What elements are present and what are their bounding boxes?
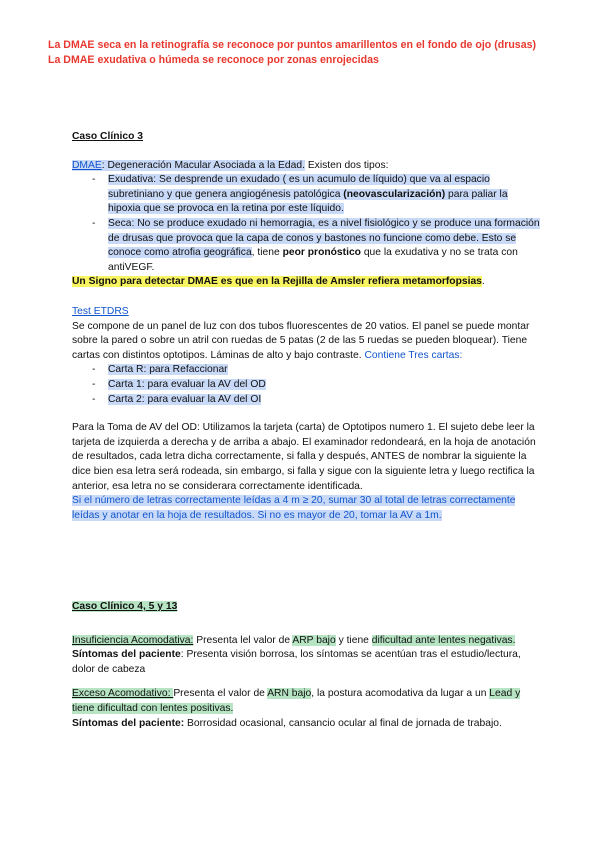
- list-item-carta: [72, 378, 542, 393]
- lead-positivas: Lead y tiene dificultad con lentes positivas.: [72, 688, 521, 714]
- section-etdrs: [72, 305, 542, 523]
- arn-bajo: ARN bajo: [267, 688, 312, 700]
- section-caso-4: [72, 600, 542, 731]
- dmae-definition: [72, 159, 542, 174]
- insuficiencia-t1: Presenta lel valor de: [193, 634, 293, 646]
- sintomas-text-2: Borrosidad ocasional, cansancio ocular al final de jornada de trabajo.: [184, 717, 502, 729]
- dmae-def: : Degeneración Macular Asociada a la Edad.: [101, 159, 305, 171]
- sintomas-label-2: Síntomas del paciente:: [72, 717, 185, 729]
- carta-2: Carta 2: para evaluar la AV del OI: [108, 393, 262, 405]
- caso-3-title: Caso Clínico 3: [72, 131, 143, 142]
- sintomas-2: [72, 717, 542, 732]
- dmae-tail: Existen dos tipos:: [304, 159, 389, 171]
- note-dmae-seca: La DMAE seca en la retinografía se reconoce por puntos amarillentos en el fondo de ojo (drusas): [48, 39, 537, 51]
- seca-text1: : No se produce exudado ni hemorragia, es a nivel fisiológico y se produce una formación de drusas que provoca que la capa de conos y bastones no funcione como debe. Esto se conoce como atrofia geográfica: [108, 217, 540, 259]
- regla-highlight: Si el número de letras correctamente leídas a 4 m ≥ 20, sumar 30 al total de letras correctamente leídas y anotar en la hoja de resultados. Si no es mayor de 20, tomar la AV a 1m.: [72, 495, 516, 521]
- etdrs-desc-text: Se compone de un panel de luz con dos tubos fluorescentes de 20 vatios. El panel se puede montar sobre la pared o sobre un atril con ruedas de 5 patas (2 de las 5 ruedas se pueden bloquear). Tiene cartas con distintos optotipos. Láminas de alto y bajo contraste.: [72, 320, 530, 361]
- sintomas-text-1: : Presenta visión borrosa, los síntomas se acentúan tras el estudio/lectura, dolor de cabeza: [72, 649, 521, 675]
- seca-bold: peor pronóstico: [282, 247, 361, 259]
- cartas-list: [72, 363, 542, 407]
- exudativa-text1: : Se desprende un exudado ( es un acumulo de líquido) que va al espacio subretiniano y que genera angiogénesis patológica: [108, 174, 490, 200]
- list-item-carta: [72, 363, 542, 378]
- etdrs-title: Test ETDRS: [72, 306, 129, 317]
- exceso-t2: , la postura acomodativa da lugar a un: [311, 688, 490, 700]
- dmae-types-list: [72, 173, 542, 275]
- exceso-paragraph: [72, 687, 542, 716]
- caso-4-title: Caso Clínico 4, 5 y 13: [72, 601, 178, 612]
- sintomas-1: [72, 648, 542, 677]
- carta-r: Carta R: para Refaccionar: [108, 364, 228, 376]
- dmae-term: DMAE: [72, 159, 102, 171]
- amsler-note: Un Signo para detectar DMAE es que en la Rejilla de Amsler refiera metamorfopsias.: [72, 276, 485, 288]
- exudativa-term: Exudativa: [108, 174, 154, 186]
- arp-bajo: ARP bajo: [292, 634, 336, 646]
- amsler-highlight: Un Signo para detectar DMAE es que en la Rejilla de Amsler refiera metamorfopsias: [72, 276, 482, 288]
- regla-paragraph: [72, 494, 542, 523]
- note-dmae-exudativa: La DMAE exudativa o húmeda se reconoce por zonas enrojecidas: [48, 54, 379, 66]
- exceso-term: Exceso Acomodativo:: [72, 688, 174, 700]
- seca-term: Seca: [108, 217, 132, 229]
- exceso-t1: Presenta el valor de: [173, 688, 268, 700]
- seca-text3: que la exudativa y no se trata con antiVEGF.: [108, 247, 518, 273]
- exudativa-bold: (neovascularización): [343, 188, 446, 200]
- etdrs-contiene: Contiene Tres cartas:: [361, 349, 463, 361]
- section-caso-3: [72, 130, 542, 290]
- etdrs-description: [72, 320, 542, 364]
- insuficiencia-t2: y tiene: [335, 634, 372, 646]
- insuficiencia-term: Insuficiencia Acomodativa:: [72, 634, 194, 646]
- insuficiencia-paragraph: [72, 634, 542, 649]
- exudativa-text2: para paliar la hipoxia que se provoca en la retina por este líquido.: [108, 188, 508, 215]
- sintomas-label-1: Síntomas del paciente: [72, 649, 181, 661]
- list-item-exudativa: [72, 173, 542, 217]
- carta-1: Carta 1: para evaluar la AV del OD: [108, 378, 266, 390]
- seca-text2: , tiene: [251, 247, 283, 259]
- dificultad-negativas: dificultad ante lentes negativas.: [371, 634, 516, 646]
- list-item-carta: [72, 393, 542, 408]
- toma-av-paragraph: Para la Toma de AV del OD: Utilizamos la tarjeta (carta) de Optotipos numero 1. El sujeto debe leer la tarjeta de izquierda a derecha y de arriba a abajo. El examinador redondeará, en la hoja de anotación de resultados, cada letra dicha correctamente, si falla y después, ANTES de nombrar la siguiente la dice bien esa letra será rodeada, sin embargo, si falla y sigue con la siguiente letra y luego rectifica la anterior, esa letra no se considerara correctamente identificada.: [72, 422, 536, 492]
- list-item-seca: [72, 217, 542, 275]
- red-notes: [48, 38, 568, 68]
